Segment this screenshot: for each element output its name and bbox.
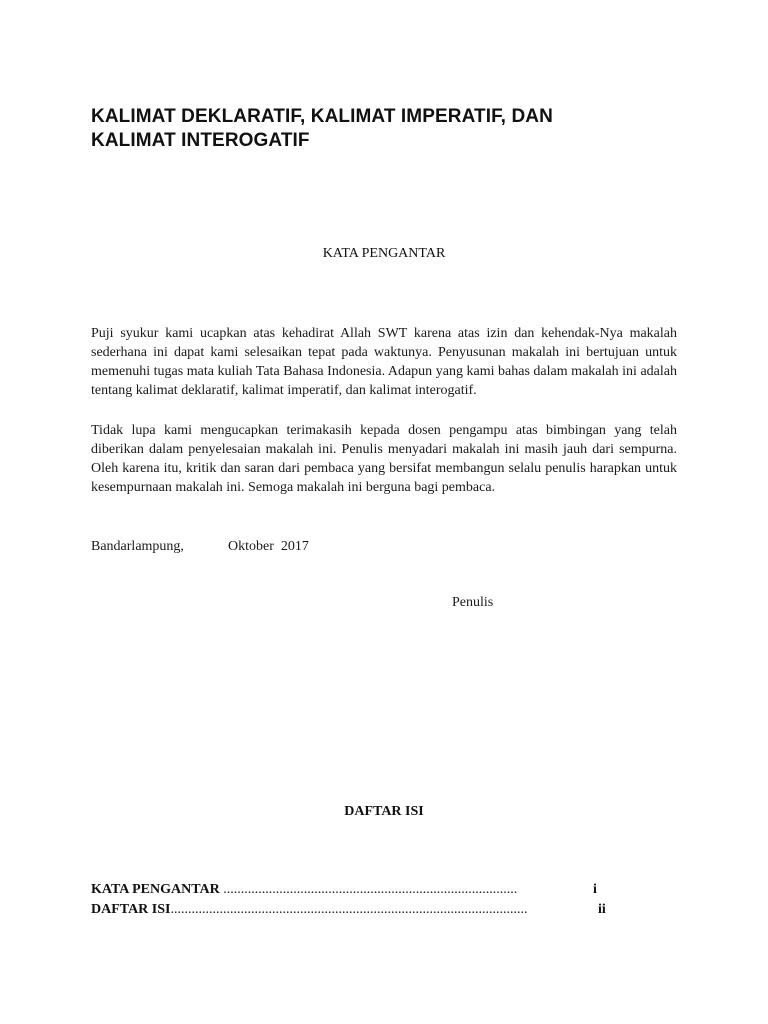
author-signature: Penulis <box>452 595 494 610</box>
preface-paragraph-1: Puji syukur kami ucapkan atas kehadirat Allah SWT karena atas izin dan kehendak-Nya makalah sederhana ini dapat kami selesaikan tepat pada waktunya. Penyusunan makalah ini bertujuan untuk memenuhi tugas mata kuliah Tata Bahasa Indonesia. Adapun yang kami bahas dalam makalah ini adalah tentang kalimat deklaratif, kalimat imperatif, dan kalimat interogatif. <box>91 326 677 398</box>
toc-entry-label: KATA PENGANTAR <box>91 882 220 897</box>
toc-entry-label: DAFTAR ISI <box>91 902 171 917</box>
document-title <box>91 105 691 153</box>
document-title-line-2: KALIMAT INTEROGATIF <box>91 130 310 151</box>
table-of-contents <box>91 880 631 920</box>
toc-entry-page: i <box>593 882 597 897</box>
preface-paragraph-2: Tidak lupa kami mengucapkan terimakasih kepada dosen pengampu atas bimbingan yang telah diberikan dalam penyelesaian makalah ini. Penulis menyadari makalah ini masih jauh dari sempurna. Oleh karena itu, kritik dan saran dari pembaca yang bersifat membangun selalu penulis harapkan untuk kesempurnaan makalah ini. Semoga makalah ini berguna bagi pembaca. <box>91 423 677 495</box>
place-date-line <box>91 537 309 556</box>
toc-entry-leader: ...................................................................................................... <box>170 902 528 917</box>
preface-heading: KATA PENGANTAR <box>322 246 446 261</box>
place-text: Bandarlampung, <box>91 539 184 554</box>
toc-heading: DAFTAR ISI <box>344 804 424 819</box>
toc-entry[interactable] <box>91 900 631 920</box>
date-text: Oktober 2017 <box>228 539 309 554</box>
document-title-line-1: KALIMAT DEKLARATIF, KALIMAT IMPERATIF, DAN <box>91 106 553 127</box>
toc-entry-page: ii <box>598 902 606 917</box>
toc-entry[interactable] <box>91 880 631 900</box>
toc-entry-leader: .................................................................................... <box>219 882 518 897</box>
